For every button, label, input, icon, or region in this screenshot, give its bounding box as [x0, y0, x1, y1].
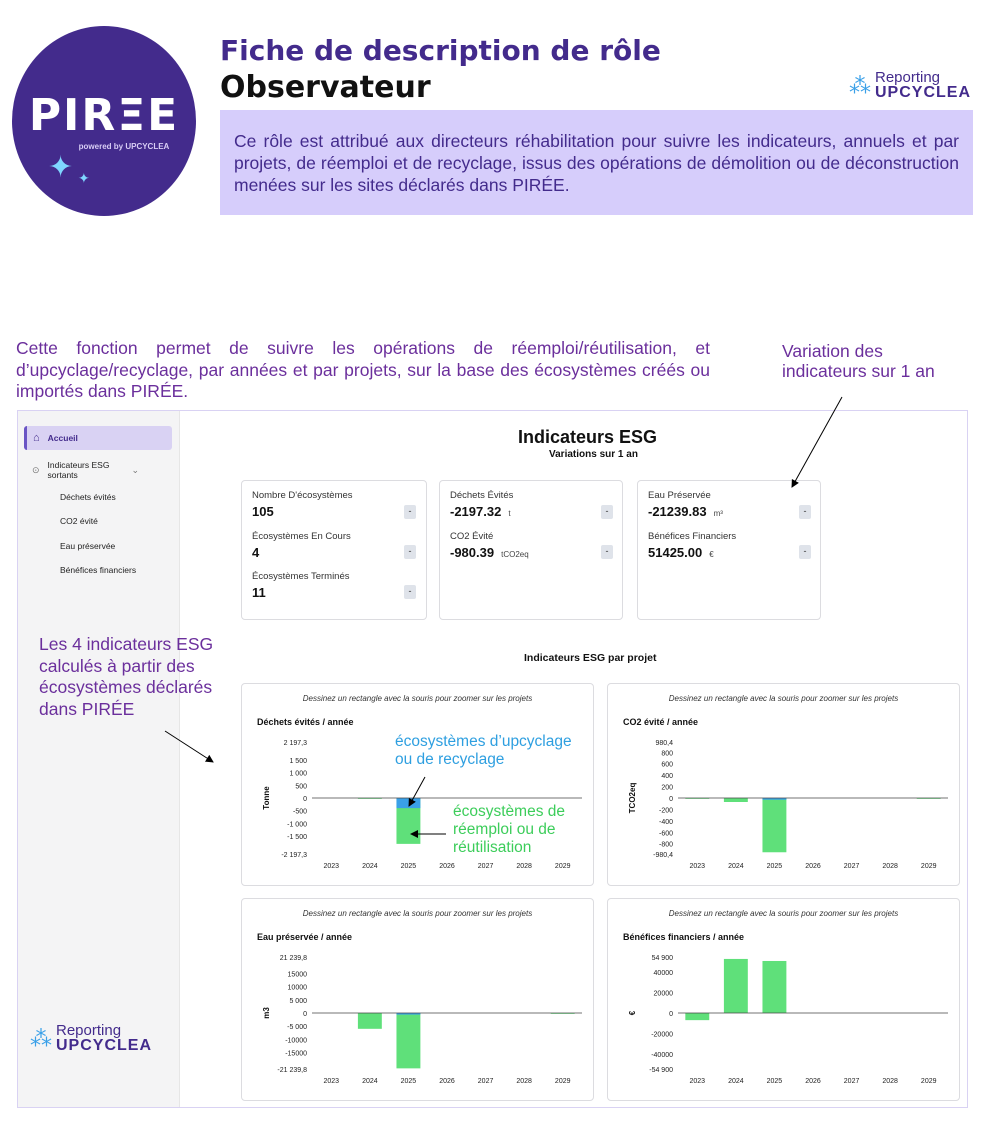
upcycling-annotation: écosystèmes d’upcyclage ou de recyclage [395, 733, 572, 768]
x-tick-label: 2023 [689, 1078, 706, 1085]
logo-text: PIRΞE [28, 90, 180, 141]
arrow-upcycling [409, 777, 425, 806]
y-tick-label: 800 [661, 750, 673, 758]
y-tick-label: 0 [303, 796, 307, 803]
x-tick-label: 2026 [805, 1078, 821, 1085]
y-tick-label: 400 [661, 773, 673, 781]
zoom-hint: Dessinez un rectangle avec la souris pour zoomer sur les projets [668, 694, 899, 703]
y-tick-label: -1 000 [287, 821, 307, 829]
y-tick-label: 2 197,3 [283, 740, 307, 747]
x-tick-label: 2028 [882, 1078, 898, 1085]
chevron-down-icon: ⌄ [131, 464, 140, 475]
x-tick-label: 2029 [554, 1078, 571, 1085]
zoom-hint: Dessinez un rectangle avec la souris pour zoomer sur les projets [302, 694, 533, 703]
sparkle-small-icon: ✦ [78, 170, 90, 186]
x-tick-label: 2027 [843, 1078, 860, 1085]
x-tick-label: 2026 [439, 863, 455, 870]
kpi-label: Écosystèmes Terminés [252, 571, 350, 582]
reuse-annotation: écosystèmes de réemploi ou de réutilisation [453, 803, 565, 856]
y-tick-label: 21 239,8 [279, 955, 307, 962]
brand-line2: UPCYCLEA [56, 1037, 153, 1054]
variation-badge: - [799, 545, 811, 559]
y-tick-label: 600 [661, 761, 673, 769]
y-tick-label: -600 [658, 830, 673, 838]
sidebar-item-dechets-evites[interactable]: Déchets évités [60, 492, 116, 502]
sidebar-item-benefices-financiers[interactable]: Bénéfices financiers [60, 565, 137, 575]
variation-badge: - [799, 505, 811, 519]
brand-line2: UPCYCLEA [874, 84, 971, 101]
zoom-hint: Dessinez un rectangle avec la souris pour zoomer sur les projets [668, 909, 899, 918]
arrow-up-circle-icon: ⊙ [32, 464, 40, 475]
y-tick-label: 54 900 [651, 955, 673, 962]
indicators-annotation: Les 4 indicateurs ESG calculés à partir des écosystèmes déclarés dans PIRÉE [39, 634, 214, 719]
y-tick-label: -54 900 [649, 1067, 673, 1074]
x-tick-label: 2023 [323, 863, 340, 870]
kpi-value: -980.39 [450, 545, 495, 560]
x-tick-label: 2024 [362, 1078, 378, 1085]
sparkle-icon: ✦ [48, 151, 74, 184]
brand-line1: Reporting [56, 1022, 122, 1039]
kpi-value: 51425.00 [648, 545, 703, 560]
x-tick-label: 2026 [805, 863, 821, 870]
y-tick-label: -800 [658, 841, 673, 849]
y-tick-label: 0 [669, 1011, 673, 1018]
y-axis-label: € [628, 1010, 637, 1016]
x-tick-label: 2023 [323, 1078, 340, 1085]
y-tick-label: 1 500 [289, 757, 307, 765]
x-tick-label: 2028 [516, 863, 532, 870]
variation-badge: - [404, 505, 416, 519]
kpi-unit: t [508, 509, 511, 518]
y-tick-label: -1 500 [287, 834, 307, 842]
kpi-label: Eau Préservée [648, 490, 711, 501]
y-tick-label: 200 [661, 784, 673, 792]
x-tick-label: 2023 [689, 863, 706, 870]
kpi-label: Nombre D'écosystèmes [252, 490, 353, 501]
kpi-value: -2197.32 [450, 504, 502, 519]
sidebar-item-co2-evite[interactable]: CO2 évité [60, 516, 98, 526]
x-tick-label: 2025 [766, 1078, 783, 1085]
tree-dots-icon: ⁂ [848, 72, 871, 98]
kpi-value: 11 [252, 585, 266, 600]
chart-title: CO2 évité / année [623, 717, 699, 727]
kpi-value: 4 [252, 545, 260, 560]
x-tick-label: 2025 [400, 863, 417, 870]
y-axis-label: Tonne [262, 786, 271, 810]
x-tick-label: 2024 [728, 863, 744, 870]
y-tick-label: -5 000 [287, 1024, 307, 1032]
kpi-value: -21239.83 [648, 504, 707, 519]
sidebar-item-label: Indicateurs ESG sortants [47, 460, 110, 480]
arrow-variation [792, 397, 842, 487]
page-title: Fiche de description de rôle [220, 34, 661, 67]
x-tick-label: 2025 [400, 1078, 417, 1085]
variation-annotation: Variation des indicateurs sur 1 an [782, 341, 935, 381]
y-tick-label: -200 [658, 807, 673, 815]
y-tick-label: 40000 [653, 970, 673, 978]
x-tick-label: 2026 [439, 1078, 455, 1085]
chart-title: Déchets évités / année [257, 717, 354, 727]
y-axis-label: TCO2eq [628, 782, 637, 814]
y-tick-label: -10000 [285, 1037, 307, 1045]
home-icon: ⌂ [33, 432, 40, 444]
x-tick-label: 2024 [362, 863, 378, 870]
y-tick-label: -980,4 [653, 852, 673, 859]
x-tick-label: 2029 [554, 863, 571, 870]
y-tick-label: 980,4 [655, 740, 673, 747]
y-tick-label: 15000 [287, 971, 307, 979]
y-tick-label: -2 197,3 [281, 852, 307, 859]
y-tick-label: 0 [303, 1011, 307, 1018]
x-tick-label: 2027 [477, 1078, 494, 1085]
x-tick-label: 2028 [882, 863, 898, 870]
variation-badge: - [404, 585, 416, 599]
variation-badge: - [404, 545, 416, 559]
y-axis-label: m3 [262, 1007, 271, 1019]
y-tick-label: -21 239,8 [277, 1067, 307, 1074]
page-subtitle: Observateur [220, 70, 431, 105]
y-tick-label: -40000 [651, 1051, 673, 1059]
kpi-label: Bénéfices Financiers [648, 531, 737, 542]
sidebar-item-eau-preservee[interactable]: Eau préservée [60, 541, 116, 551]
section-title: Indicateurs ESG par projet [524, 652, 657, 664]
kpi-unit: € [709, 550, 714, 559]
dashboard-subtitle: Variations sur 1 an [549, 449, 638, 460]
intro-annotation: Cette fonction permet de suivre les opérations de réemploi/réutilisation, et d’upcyclage/recyclage, par années et par projets, sur la base des écosystèmes créés ou importés dans PIRÉE. [16, 338, 710, 401]
y-tick-label: 1 000 [289, 770, 307, 778]
y-tick-label: 500 [295, 783, 307, 791]
x-tick-label: 2027 [477, 863, 494, 870]
sidebar-item-label: Accueil [47, 433, 78, 443]
variation-badge: - [601, 545, 613, 559]
tree-dots-icon: ⁂ [30, 1025, 52, 1051]
y-tick-label: -20000 [651, 1031, 673, 1039]
y-tick-label: -15000 [285, 1050, 307, 1058]
x-tick-label: 2028 [516, 1078, 532, 1085]
y-tick-label: -500 [292, 808, 307, 816]
x-tick-label: 2029 [920, 1078, 937, 1085]
variation-badge: - [601, 505, 613, 519]
y-tick-label: 20000 [653, 990, 673, 998]
kpi-unit: tCO2eq [501, 550, 529, 559]
y-tick-label: -400 [658, 818, 673, 826]
chart-title: Bénéfices financiers / année [623, 932, 745, 942]
kpi-value: 105 [252, 504, 274, 519]
role-description: Ce rôle est attribué aux directeurs réhabilitation pour suivre les indicateurs, annuels et par projets, de réemploi et de recyclage, issus des opérations de démolition ou de déconstruction menées sur les sites déclarés dans PIRÉE. [220, 110, 973, 215]
kpi-label: Déchets Évités [450, 490, 514, 501]
logo-tagline: powered by UPCYCLEA [78, 142, 170, 151]
kpi-label: CO2 Évité [450, 531, 494, 542]
dashboard-title: Indicateurs ESG [518, 427, 658, 447]
y-tick-label: 10000 [287, 984, 307, 992]
arrow-indicators [165, 731, 213, 762]
zoom-hint: Dessinez un rectangle avec la souris pour zoomer sur les projets [302, 909, 533, 918]
y-tick-label: 0 [669, 796, 673, 803]
kpi-unit: m³ [713, 509, 723, 518]
brand-line1: Reporting [874, 69, 941, 86]
x-tick-label: 2025 [766, 863, 783, 870]
x-tick-label: 2027 [843, 863, 860, 870]
x-tick-label: 2024 [728, 1078, 744, 1085]
chart-title: Eau préservée / année [257, 932, 353, 942]
kpi-label: Écosystèmes En Cours [252, 531, 351, 542]
x-tick-label: 2029 [920, 863, 937, 870]
y-tick-label: 5 000 [289, 997, 307, 1005]
